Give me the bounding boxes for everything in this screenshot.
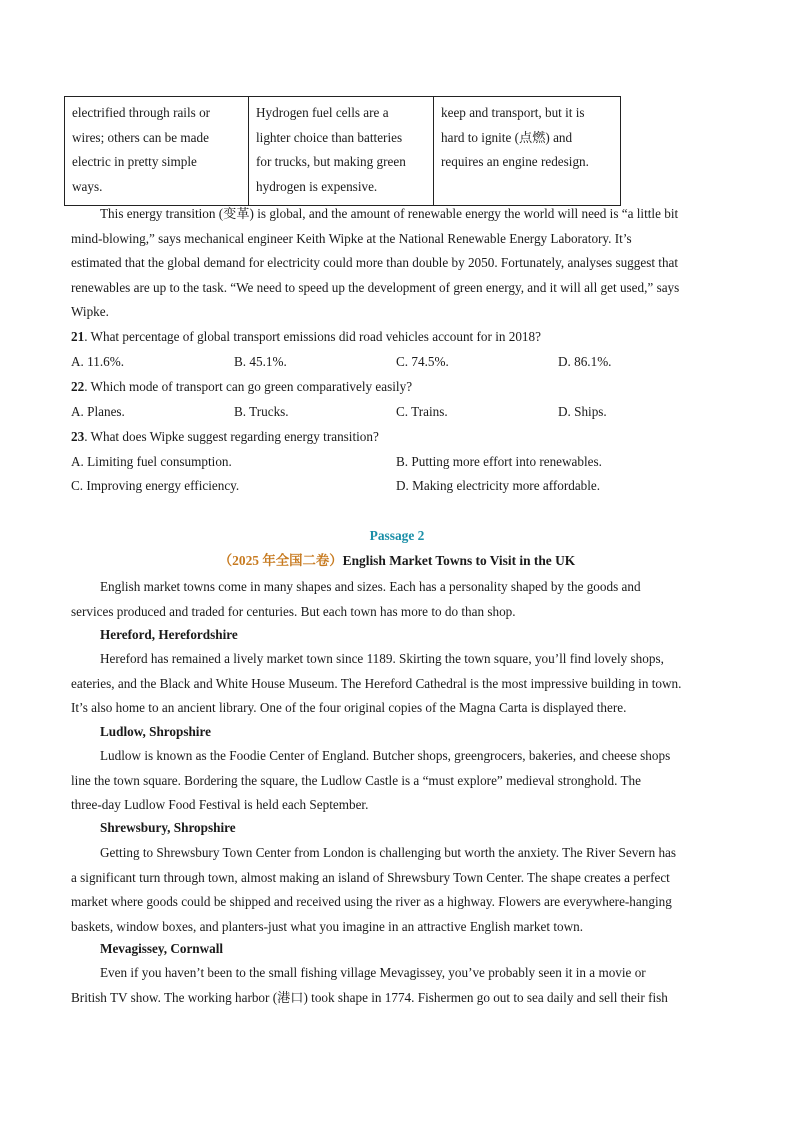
option-b: B. Putting more effort into renewables. — [396, 454, 602, 469]
paragraph-energy-transition — [71, 202, 723, 325]
text-line: three-day Ludlow Food Festival is held each September. — [71, 797, 369, 812]
question-number: 23 — [71, 429, 85, 444]
cell-line: ways. — [72, 178, 103, 194]
text-line: services produced and traded for centuries. But each town has more to do than shop. — [71, 603, 516, 619]
option-b: B. 45.1%. — [234, 354, 287, 369]
town-heading-shrewsbury: Shrewsbury, Shropshire — [100, 820, 236, 835]
option-d: D. Making electricity more affordable. — [396, 478, 601, 493]
cell-line: hydrogen is expensive. — [256, 178, 378, 194]
text-line: a significant turn through town, almost making an island of Shrewsbury Town Center. The shape creates a perfect — [71, 869, 670, 885]
option-a: A. Limiting fuel consumption. — [71, 454, 232, 469]
cell-line: lighter choice than batteries — [256, 129, 403, 145]
cell-line: electrified through rails or — [72, 105, 211, 120]
paragraph-shrewsbury — [71, 841, 723, 939]
cell-line: electric in pretty simple — [72, 154, 197, 169]
continued-table — [64, 96, 621, 206]
question-text: . What percentage of global transport emissions did road vehicles account for in 2018? — [84, 329, 541, 344]
text-line: Hereford has remained a lively market town since 1189. Skirting the town square, you’ll find lovely shops, — [100, 651, 664, 666]
table-row — [65, 97, 621, 206]
option-a: A. 11.6%. — [71, 354, 124, 369]
table-cell — [249, 97, 434, 206]
cell-line: wires; others can be made — [72, 129, 209, 145]
text-line: eateries, and the Black and White House Museum. The Hereford Cathedral is the most impressive building in town. — [71, 675, 682, 691]
option-c: C. Improving energy efficiency. — [71, 478, 240, 493]
passage-title-text: English Market Towns to Visit in the UK — [342, 553, 576, 568]
text-line: line the town square. Bordering the square, the Ludlow Castle is a “must explore” medieval stronghold. The — [71, 772, 641, 788]
cell-line: keep and transport, but it is — [441, 105, 585, 120]
question-23 — [71, 425, 731, 450]
option-d: D. 86.1%. — [558, 354, 612, 369]
options-22 — [71, 400, 731, 424]
text-line: estimated that the global demand for electricity could more than double by 2050. Fortunately, analyses suggest that — [71, 255, 679, 270]
option-c: C. Trains. — [396, 404, 448, 419]
town-heading-mevagissey: Mevagissey, Cornwall — [100, 941, 224, 956]
town-heading-hereford: Hereford, Herefordshire — [100, 627, 238, 642]
options-23-row1 — [71, 450, 731, 474]
text-line: renewables are up to the task. “We need to speed up the development of green energy, and it will all get used,” says — [71, 279, 680, 295]
table-cell — [434, 97, 621, 206]
text-line: English market towns come in many shapes and sizes. Each has a personality shaped by the goods and — [100, 579, 641, 594]
options-21 — [71, 350, 731, 374]
question-number: 21 — [71, 329, 85, 344]
cell-line: for trucks, but making green — [256, 154, 406, 169]
paragraph-hereford — [71, 647, 723, 721]
options-23-row2 — [71, 474, 731, 498]
text-line: Even if you haven’t been to the small fishing village Mevagissey, you’ve probably seen it in a movie or — [100, 965, 646, 980]
question-text: . Which mode of transport can go green comparatively easily? — [84, 379, 413, 394]
cell-line: hard to ignite (点燃) and — [441, 129, 573, 145]
text-line: mind-blowing,” says mechanical engineer Keith Wipke at the National Renewable Energy Laboratory. It’s — [71, 230, 632, 246]
question-21 — [71, 325, 731, 350]
text-line: British TV show. The working harbor (港口) took shape in 1774. Fishermen go out to sea daily and sell their fish — [71, 989, 668, 1005]
paragraph-ludlow — [71, 744, 723, 818]
cell-line: requires an engine redesign. — [441, 154, 589, 169]
text-line: This energy transition (变革) is global, and the amount of renewable energy the world will need is “a little bit — [100, 206, 679, 221]
option-c: C. 74.5%. — [396, 354, 449, 369]
passage-title — [0, 549, 794, 573]
paragraph-intro — [71, 575, 723, 624]
question-number: 22 — [71, 379, 85, 394]
passage-source: （2025 年全国二卷） — [218, 553, 343, 568]
cell-line: Hydrogen fuel cells are a — [256, 105, 389, 120]
text-line: Getting to Shrewsbury Town Center from London is challenging but worth the anxiety. The River Severn has — [100, 845, 677, 860]
passage-label: Passage 2 — [369, 528, 425, 543]
text-line: Wipke. — [71, 304, 109, 319]
option-d: D. Ships. — [558, 404, 607, 419]
text-line: It’s also home to an ancient library. One of the four original copies of the Magna Carta is displayed there. — [71, 700, 627, 715]
text-line: Ludlow is known as the Foodie Center of England. Butcher shops, greengrocers, bakeries, and cheese shops — [100, 748, 671, 763]
question-text: . What does Wipke suggest regarding energy transition? — [84, 429, 379, 444]
paragraph-mevagissey — [71, 961, 723, 1010]
text-line: baskets, window boxes, and planters-just what you imagine in an attractive English market town. — [71, 918, 584, 934]
town-heading-ludlow: Ludlow, Shropshire — [100, 724, 211, 739]
text-line: market where goods could be shipped and received using the river as a highway. Flowers are everywhere-hanging — [71, 894, 672, 909]
question-22 — [71, 375, 731, 400]
table-cell — [65, 97, 249, 206]
option-a: A. Planes. — [71, 404, 125, 419]
option-b: B. Trucks. — [234, 404, 289, 419]
